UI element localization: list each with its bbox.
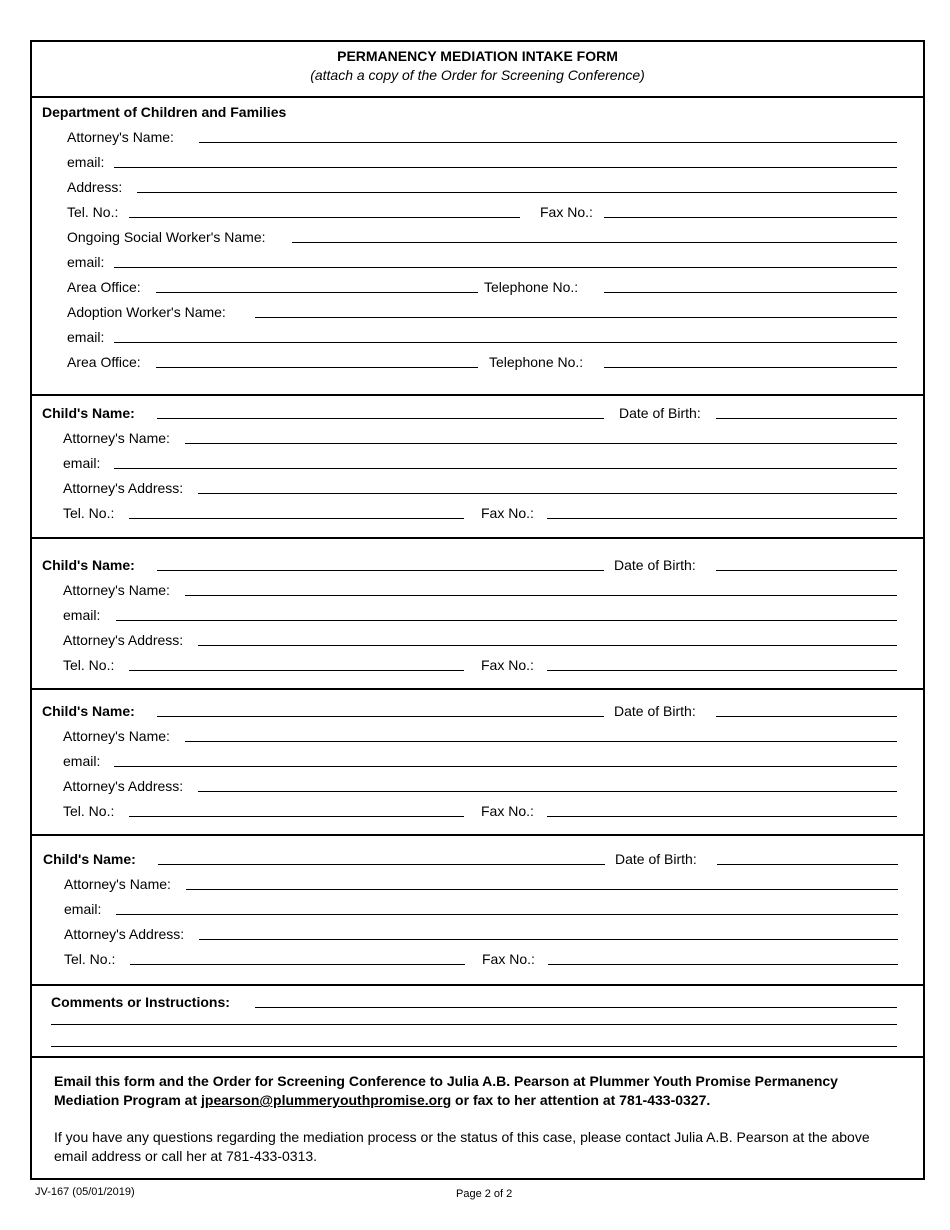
dob-label: Date of Birth: <box>614 557 696 573</box>
child-section-3 <box>32 690 923 836</box>
attorney-name-label: Attorney's Name: <box>63 430 170 446</box>
child-attorney-row <box>32 581 923 599</box>
child-tel-field[interactable] <box>129 816 464 817</box>
dcf-tel-field[interactable] <box>129 217 520 218</box>
child-fax-field[interactable] <box>547 670 897 671</box>
area-office-label: Area Office: <box>67 279 141 295</box>
dcf-ongoing-sw-row <box>32 228 923 246</box>
child-address-row <box>32 631 923 649</box>
child-tel-field[interactable] <box>129 518 464 519</box>
email-label: email: <box>67 254 105 270</box>
dcf-sw-email-row <box>32 253 923 271</box>
attorney-name-label: Attorney's Name: <box>63 728 170 744</box>
child-attorney-address-field[interactable] <box>198 791 897 792</box>
child-tel-fax-row <box>32 950 923 968</box>
dcf-aw-email-row <box>32 328 923 346</box>
child-tel-field[interactable] <box>130 964 465 965</box>
child-name-field[interactable] <box>157 716 604 717</box>
email-link[interactable]: jpearson@plummeryouthpromise.org <box>201 1092 452 1108</box>
fax-label: Fax No.: <box>482 951 535 967</box>
dcf-area-office-row <box>32 278 923 296</box>
child-attorney-name-field[interactable] <box>185 595 897 596</box>
child-name-label: Child's Name: <box>42 557 135 573</box>
email-label: email: <box>63 753 101 769</box>
child-section-1 <box>32 396 923 539</box>
child-tel-field[interactable] <box>129 670 464 671</box>
dcf-sw-email-field[interactable] <box>114 267 897 268</box>
child-fax-field[interactable] <box>547 518 897 519</box>
dcf-aw-email-field[interactable] <box>114 342 897 343</box>
child-attorney-row <box>32 875 923 893</box>
form-id: JV-167 (05/01/2019) <box>35 1186 135 1198</box>
dcf-address-row <box>32 178 923 196</box>
dcf-area-office2-row <box>32 353 923 371</box>
child-name-row <box>32 556 923 574</box>
dcf-section <box>32 98 923 396</box>
dcf-telephone-field[interactable] <box>604 292 897 293</box>
dcf-email-row <box>32 153 923 171</box>
child-name-row <box>32 702 923 720</box>
comments-field-line-1[interactable] <box>255 1007 897 1008</box>
fax-label: Fax No.: <box>481 803 534 819</box>
dcf-address-field[interactable] <box>137 192 897 193</box>
dcf-attorney-name-field[interactable] <box>199 142 897 143</box>
child-tel-fax-row <box>32 802 923 820</box>
questions-text: If you have any questions regarding the mediation process or the status of this case, please contact Julia A.B. Pearson at the above email address or call her at 781-433-0313. <box>54 1129 870 1164</box>
tel-label: Tel. No.: <box>63 505 115 521</box>
child-name-label: Child's Name: <box>42 405 135 421</box>
child-tel-fax-row <box>32 656 923 674</box>
child-tel-fax-row <box>32 504 923 522</box>
child-email-field[interactable] <box>114 468 897 469</box>
telephone-label: Telephone No.: <box>489 354 584 370</box>
dob-label: Date of Birth: <box>619 405 701 421</box>
comments-label: Comments or Instructions: <box>51 994 230 1010</box>
dcf-tel-fax-row <box>32 203 923 221</box>
comments-field-line-2[interactable] <box>51 1024 897 1025</box>
child-attorney-row <box>32 429 923 447</box>
form-subtitle: (attach a copy of the Order for Screening Conference) <box>310 67 645 83</box>
dcf-area-office-field[interactable] <box>156 292 478 293</box>
dob-field[interactable] <box>716 570 897 571</box>
dcf-telephone2-field[interactable] <box>604 367 897 368</box>
dcf-email-field[interactable] <box>114 167 897 168</box>
fax-label: Fax No.: <box>481 505 534 521</box>
tel-label: Tel. No.: <box>64 951 116 967</box>
tel-label: Tel. No.: <box>63 803 115 819</box>
dob-field[interactable] <box>717 864 898 865</box>
child-attorney-address-field[interactable] <box>198 645 897 646</box>
child-email-row <box>32 900 923 918</box>
form-title: PERMANENCY MEDIATION INTAKE FORM <box>337 48 618 64</box>
instructions-section <box>32 1058 923 1177</box>
page-number: Page 2 of 2 <box>456 1188 513 1200</box>
child-name-field[interactable] <box>157 418 604 419</box>
dcf-ongoing-sw-field[interactable] <box>292 242 897 243</box>
child-name-row <box>32 404 923 422</box>
area-office-label: Area Office: <box>67 354 141 370</box>
dob-label: Date of Birth: <box>614 703 696 719</box>
tel-label: Tel. No.: <box>63 657 115 673</box>
child-name-field[interactable] <box>157 570 604 571</box>
attorney-name-label: Attorney's Name: <box>63 582 170 598</box>
child-name-label: Child's Name: <box>42 703 135 719</box>
child-attorney-row <box>32 727 923 745</box>
comments-field-line-3[interactable] <box>51 1046 897 1047</box>
dob-field[interactable] <box>716 716 897 717</box>
dob-label: Date of Birth: <box>615 851 697 867</box>
fax-label: Fax No.: <box>481 657 534 673</box>
child-email-field[interactable] <box>116 620 897 621</box>
child-email-field[interactable] <box>116 914 898 915</box>
child-attorney-name-field[interactable] <box>185 741 897 742</box>
child-name-label: Child's Name: <box>43 851 136 867</box>
dcf-heading: Department of Children and Families <box>42 104 287 120</box>
child-attorney-address-field[interactable] <box>199 939 898 940</box>
email-label: email: <box>64 901 102 917</box>
attorney-address-label: Attorney's Address: <box>63 480 184 496</box>
child-address-row <box>32 777 923 795</box>
dcf-area-office2-field[interactable] <box>156 367 478 368</box>
child-attorney-name-field[interactable] <box>185 443 897 444</box>
email-label: email: <box>63 607 101 623</box>
email-label: email: <box>67 154 105 170</box>
comments-section <box>32 986 923 1058</box>
dcf-fax-field[interactable] <box>604 217 897 218</box>
attorney-address-label: Attorney's Address: <box>64 926 185 942</box>
attorney-address-label: Attorney's Address: <box>63 632 184 648</box>
intake-form <box>30 40 925 1180</box>
email-label: email: <box>63 455 101 471</box>
child-email-row <box>32 752 923 770</box>
attorney-name-label: Attorney's Name: <box>64 876 171 892</box>
address-label: Address: <box>67 179 123 195</box>
child-address-row <box>32 479 923 497</box>
form-header <box>32 42 923 98</box>
child-email-field[interactable] <box>114 766 897 767</box>
child-name-row <box>32 850 923 868</box>
comments-row <box>32 993 923 1011</box>
email-label: email: <box>67 329 105 345</box>
attorney-address-label: Attorney's Address: <box>63 778 184 794</box>
dcf-attorney-row <box>32 128 923 146</box>
tel-label: Tel. No.: <box>67 204 119 220</box>
email-instructions: Email this form and the Order for Screening Conference to Julia A.B. Pearson at Plummer Youth Promise Permanency Mediation Program at jpearson@plummeryouthpromise.org or fax to her attention at 781-433-0327. <box>54 1073 838 1108</box>
child-attorney-name-field[interactable] <box>186 889 898 890</box>
ongoing-social-worker-label: Ongoing Social Worker's Name: <box>67 229 266 245</box>
dcf-adoption-worker-row <box>32 303 923 321</box>
child-email-row <box>32 454 923 472</box>
fax-label: Fax No.: <box>540 204 593 220</box>
attorney-name-label: Attorney's Name: <box>67 129 174 145</box>
child-address-row <box>32 925 923 943</box>
child-section-2 <box>32 539 923 690</box>
child-fax-field[interactable] <box>548 964 898 965</box>
child-attorney-address-field[interactable] <box>198 493 897 494</box>
adoption-worker-label: Adoption Worker's Name: <box>67 304 226 320</box>
child-name-field[interactable] <box>158 864 605 865</box>
telephone-label: Telephone No.: <box>484 279 579 295</box>
child-fax-field[interactable] <box>547 816 897 817</box>
dob-field[interactable] <box>716 418 897 419</box>
child-email-row <box>32 606 923 624</box>
child-section-4 <box>32 836 923 986</box>
dcf-adoption-worker-field[interactable] <box>255 317 897 318</box>
